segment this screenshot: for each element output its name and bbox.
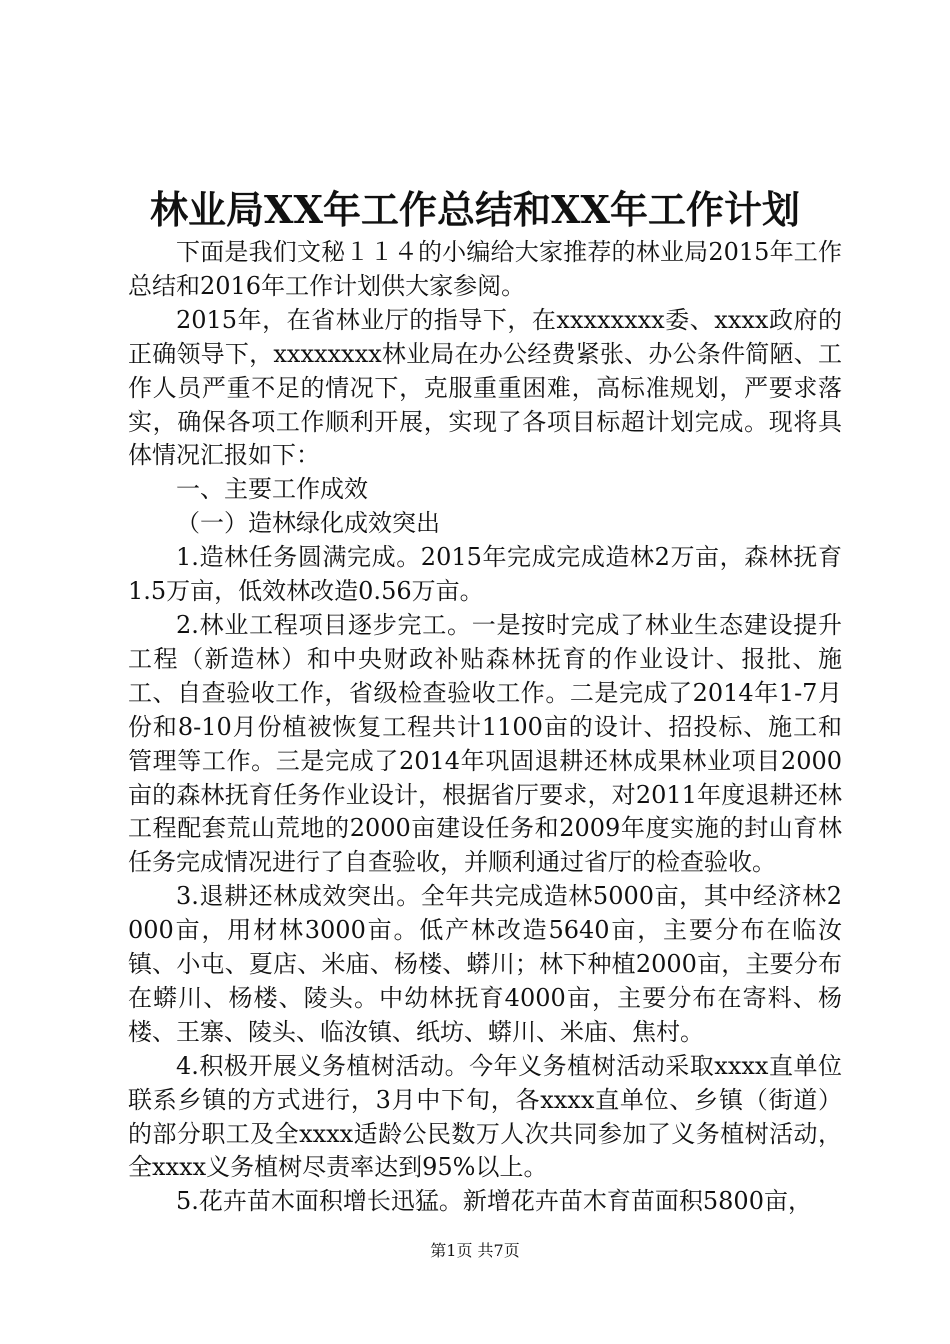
paragraph-overview: 2015年，在省林业厅的指导下，在xxxxxxxx委、xxxx政府的正确领导下，xxxxxxxx林业局在办公经费紧张、办公条件简陋、工作人员严重不足的情况下，克服重重困难，高标准规划，严要求落实，确保各项工作顺利开展，实现了各项目标超计划完成。现将具体情况汇报如下： <box>128 305 842 470</box>
section-heading: 一、主要工作成效 <box>176 475 368 504</box>
paragraph-item-3: 3.退耕还林成效突出。全年共完成造林5000亩，其中经济林2000亩，用材林3000亩。低产林改造5640亩，主要分布在临汝镇、小屯、夏店、米庙、杨楼、蟒川；林下种植2000亩，主要分布在蟒川、杨楼、陵头。中幼林抚育4000亩，主要分布在寄料、杨楼、王寨、陵头、临汝镇、纸坊、蟒川、米庙、焦村。 <box>128 882 842 1046</box>
paragraph-item-5: 5.花卉苗木面积增长迅猛。新增花卉苗木育苗面积5800亩， <box>176 1187 812 1216</box>
paragraph-item-1: 1.造林任务圆满完成。2015年完成完成造林2万亩，森林抚育1.5万亩，低效林改造0.56万亩。 <box>128 543 842 606</box>
document-body <box>128 236 842 1219</box>
paragraph-item-2: 2.林业工程项目逐步完工。一是按时完成了林业生态建设提升工程（新造林）和中央财政补贴森林抚育的作业设计、报批、施工、自查验收工作，省级检查验收工作。二是完成了2014年1-7月份和8-10月份植被恢复工程共计1100亩的设计、招投标、施工和管理等工作。三是完成了2014年巩固退耕还林成果林业项目2000亩的森林抚育任务作业设计，根据省厅要求，对2011年度退耕还林工程配套荒山荒地的2000亩建设任务和2009年度实施的封山育林任务完成情况进行了自查验收，并顺利通过省厅的检查验收。 <box>128 610 842 877</box>
document-title: 林业局XX年工作总结和XX年工作计划 <box>150 187 800 232</box>
paragraph-intro: 下面是我们文秘１１４的小编给大家推荐的林业局2015年工作总结和2016年工作计划供大家参阅。 <box>128 238 842 300</box>
paragraph-item-4: 4.积极开展义务植树活动。今年义务植树活动采取xxxx直单位联系乡镇的方式进行，3月中下旬，各xxxx直单位、乡镇（街道）的部分职工及全xxxx适龄公民数万人次共同参加了义务植树活动，全xxxx义务植树尽责率达到95%以上。 <box>128 1051 842 1182</box>
page-footer: 第1页 共7页 <box>430 1241 520 1260</box>
subsection-heading: （一）造林绿化成效突出 <box>176 509 440 538</box>
